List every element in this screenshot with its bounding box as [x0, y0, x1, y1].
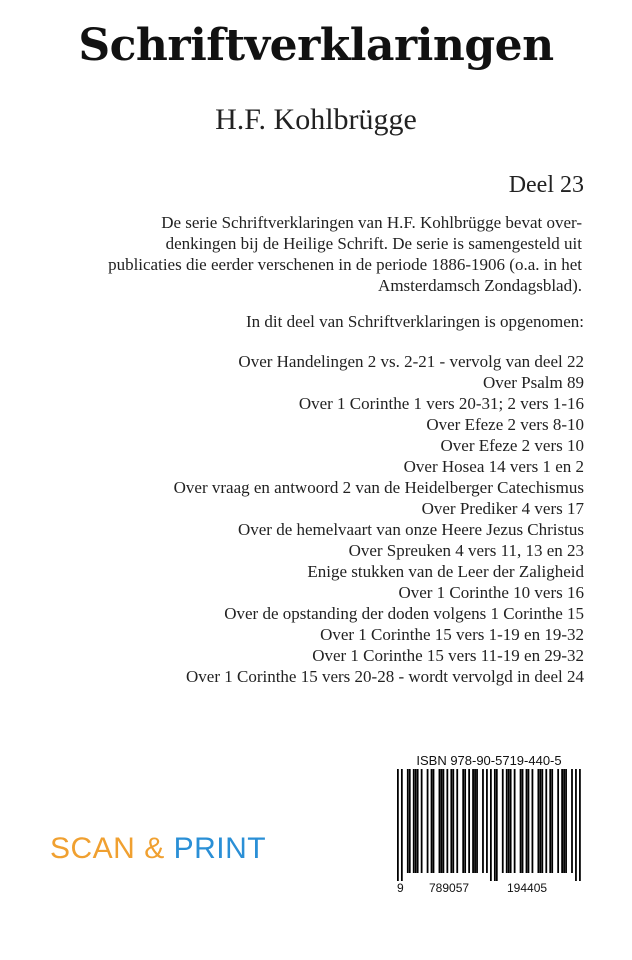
- barcode-lead-digit: 9: [397, 881, 404, 895]
- author-name: H.F. Kohlbrügge: [215, 103, 417, 136]
- description-line: Amsterdamsch Zondagsblad).: [378, 276, 582, 295]
- contents-item: Over 1 Corinthe 10 vers 16: [398, 583, 584, 602]
- contents-item: Over de hemelvaart van onze Heere Jezus Christus: [237, 520, 584, 539]
- description-line: publicaties die eerder verschenen in de periode 1886-1906 (o.a. in het: [108, 255, 582, 274]
- description-line: denkingen bij de Heilige Schrift. De serie is samengesteld uit: [165, 234, 582, 253]
- isbn-label: ISBN 978-90-5719-440-5: [416, 753, 562, 768]
- contents-item: Over de opstanding der doden volgens 1 Corinthe 15: [224, 604, 584, 623]
- contents-item: Over Efeze 2 vers 8-10: [426, 415, 584, 434]
- contents-item: Enige stukken van de Leer der Zaligheid: [307, 562, 584, 581]
- book-title: Schriftverklaringen: [78, 20, 554, 71]
- contents-item: Over 1 Corinthe 15 vers 1-19 en 19-32: [320, 625, 584, 644]
- contents-item: Over 1 Corinthe 1 vers 20-31; 2 vers 1-16: [298, 394, 584, 413]
- publisher-logo: [50, 832, 266, 866]
- logo-scan-text: SCAN: [50, 832, 136, 865]
- description-line: De serie Schriftverklaringen van H.F. Kohlbrügge bevat over-: [161, 213, 582, 232]
- contents-item: Over Prediker 4 vers 17: [421, 499, 584, 518]
- barcode-digit-group: 789057: [429, 881, 470, 895]
- contents-item: Over 1 Corinthe 15 vers 20-28 - wordt vervolgd in deel 24: [186, 667, 584, 686]
- contents-item: Over vraag en antwoord 2 van de Heidelberger Catechismus: [173, 478, 584, 497]
- contents-item: Over Spreuken 4 vers 11, 13 en 23: [348, 541, 584, 560]
- barcode-bars-icon: [397, 769, 581, 881]
- contents-list: [44, 351, 584, 687]
- contents-heading: In dit deel van Schriftverklaringen is opgenomen:: [245, 312, 584, 331]
- logo-print-text: PRINT: [173, 832, 267, 865]
- contents-item: Over Hosea 14 vers 1 en 2: [403, 457, 584, 476]
- contents-item: Over 1 Corinthe 15 vers 11-19 en 29-32: [312, 646, 584, 665]
- barcode-digit-group: 194405: [507, 881, 548, 895]
- isbn-barcode: [397, 753, 581, 901]
- contents-item: Over Handelingen 2 vs. 2-21 - vervolg van deel 22: [238, 352, 584, 371]
- contents-item: Over Psalm 89: [482, 373, 584, 392]
- contents-item: Over Efeze 2 vers 10: [440, 436, 584, 455]
- series-description: [60, 212, 582, 296]
- logo-ampersand: &: [144, 832, 165, 865]
- volume-number: Deel 23: [508, 172, 584, 198]
